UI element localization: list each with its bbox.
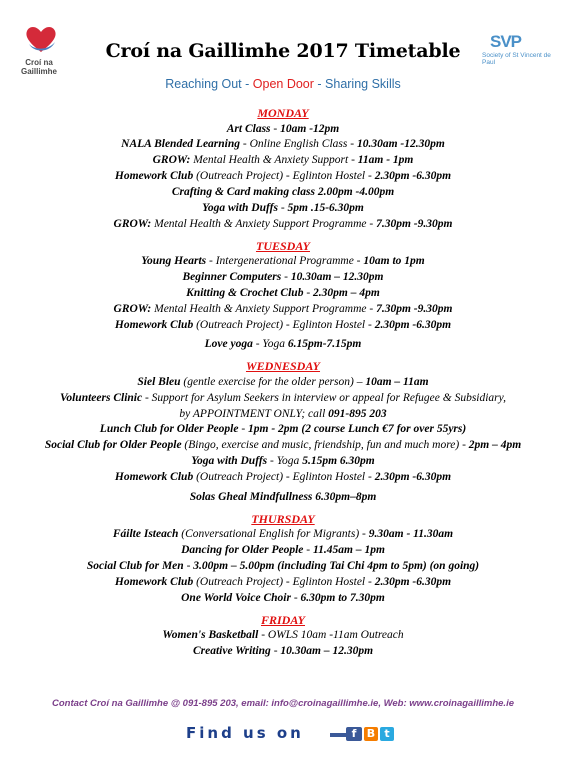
timetable-row	[0, 438, 566, 454]
activity-time: 10am – 11am	[365, 375, 429, 388]
activity-detail: (Conversational English for Migrants) -	[178, 528, 369, 541]
activity-time: 2.30pm – 4pm	[313, 286, 380, 299]
activity-time: 5pm .15-6.30pm	[287, 201, 364, 214]
activity-name: Women's Basketball	[162, 629, 259, 642]
activity-detail: (Outreach Project) - Eglinton Hostel -	[193, 170, 375, 183]
activity-name: Social Club for Older People	[44, 439, 182, 452]
activity-name: Art Class	[226, 122, 271, 135]
tagline-open-door: Open Door	[252, 77, 314, 91]
tagline-separator: -	[241, 77, 253, 91]
timetable-row	[0, 122, 566, 138]
activity-time: 2.30pm -6.30pm	[374, 318, 452, 331]
activity-time: 2.00pm -4.00pm	[317, 185, 395, 198]
activity-detail: -	[183, 559, 194, 572]
twitter-icon[interactable]: t	[380, 727, 394, 741]
activity-name: Yoga with Duffs	[202, 201, 278, 214]
activity-time: 10.30am – 12.30pm	[280, 644, 374, 657]
find-us-bar	[186, 724, 426, 746]
timetable-row	[0, 318, 566, 334]
timetable-row	[0, 375, 566, 391]
activity-detail: -	[303, 286, 314, 299]
activity-name: Homework Club	[114, 318, 194, 331]
activity-detail: -	[290, 591, 301, 604]
day-heading: WEDNESDAY	[245, 359, 321, 374]
activity-name: Love yoga	[204, 338, 253, 351]
timetable-row	[0, 217, 566, 233]
timetable-row	[0, 286, 566, 302]
activity-time: 3.00pm – 5.00pm (including Tai Chi 4pm to 5pm) (on going)	[193, 559, 480, 572]
activity-name: Young Hearts	[141, 255, 207, 268]
activity-time: 2.30pm -6.30pm	[374, 170, 452, 183]
activity-detail: - Online English Class -	[240, 138, 357, 151]
timetable-row	[0, 337, 566, 353]
tagline-separator: -	[313, 77, 326, 91]
activity-detail: - Yoga	[252, 338, 288, 351]
activity-name: Knitting & Crochet Club	[186, 286, 304, 299]
day-heading: MONDAY	[257, 106, 309, 120]
svp-mark: SVP	[490, 32, 522, 51]
timetable-row	[0, 628, 566, 644]
contact-line[interactable]: Contact Croí na Gaillimhe @ 091-895 203, email: info@croinagaillimhe.ie, Web: www.croinagaillimhe.ie	[52, 698, 514, 709]
timetable-row	[0, 270, 566, 286]
activity-detail: Mental Health & Anxiety Support -	[190, 154, 358, 167]
activity-detail: (Bingo, exercise and music, friendship, fun and much more) -	[181, 439, 469, 452]
activity-detail: (Outreach Project) - Eglinton Hostel -	[193, 575, 375, 588]
activity-name: Yoga with Duffs	[191, 455, 268, 468]
activity-time: 091-895 203	[328, 407, 387, 420]
activity-time: 11am - 1pm	[357, 154, 414, 167]
activity-detail: (gentle exercise for the older person) –	[180, 375, 366, 388]
timetable-row	[0, 201, 566, 217]
activity-name: Solas Gheal Mindfullness	[189, 490, 313, 503]
activity-name: Creative Writing	[192, 644, 271, 657]
activity-name: Siel Bleu	[137, 375, 181, 388]
activity-time: 10.30am -12.30pm	[356, 138, 445, 151]
activity-name: One World Voice Choir	[181, 591, 291, 604]
activity-detail: by APPOINTMENT ONLY; call	[179, 407, 329, 420]
tagline-reaching-out: Reaching Out	[165, 77, 242, 91]
activity-detail: -	[303, 544, 314, 557]
timetable-row	[0, 422, 566, 438]
activity-detail: -	[281, 270, 291, 283]
tagline	[0, 77, 566, 91]
timetable-row	[0, 185, 566, 201]
activity-detail: Mental Health & Anxiety Support Programme -	[151, 302, 377, 315]
activity-time: 10am to 1pm	[363, 255, 425, 268]
facebook-bar	[330, 733, 346, 737]
svp-logo	[482, 32, 562, 74]
activity-time: 2.30pm -6.30pm	[374, 575, 452, 588]
activity-time: 7.30pm -9.30pm	[376, 302, 453, 315]
timetable-row	[0, 407, 566, 423]
activity-name: Homework Club	[114, 170, 194, 183]
activity-name: Crafting & Card making class	[171, 185, 315, 198]
timetable-row	[0, 527, 566, 543]
activity-name: Lunch Club for Older People	[99, 423, 239, 436]
timetable-row	[0, 169, 566, 185]
facebook-icon[interactable]: f	[346, 727, 362, 741]
timetable-row	[0, 470, 566, 486]
activity-name: GROW:	[152, 154, 191, 167]
activity-name: Fáilte Isteach	[112, 528, 179, 541]
timetable-row	[0, 153, 566, 169]
activity-detail: -	[277, 201, 288, 214]
timetable-row	[0, 559, 566, 575]
find-us-label: Find us on	[186, 724, 304, 742]
activity-name: NALA Blended Learning	[121, 138, 241, 151]
activity-time: 6.15pm-7.15pm	[287, 338, 362, 351]
activity-detail: - Yoga	[267, 455, 303, 468]
activity-name: Homework Club	[114, 470, 194, 483]
activity-time: 6.30pm–8pm	[315, 490, 377, 503]
activity-time: 11.45am – 1pm	[313, 544, 385, 557]
svp-logo-text: Society of St Vincent de Paul	[482, 52, 551, 66]
timetable	[0, 105, 566, 660]
activity-detail: (Outreach Project) - Eglinton Hostel -	[193, 470, 375, 483]
timetable-row	[0, 575, 566, 591]
activity-name: Dancing for Older People	[181, 544, 304, 557]
timetable-row	[0, 137, 566, 153]
timetable-row	[0, 591, 566, 607]
timetable-row	[0, 543, 566, 559]
activity-time: 9.30am - 11.30am	[368, 528, 454, 541]
activity-time: 10am -12pm	[280, 122, 340, 135]
activity-detail: (Outreach Project) - Eglinton Hostel -	[193, 318, 375, 331]
day-heading: FRIDAY	[260, 612, 305, 627]
timetable-row	[0, 644, 566, 660]
activity-time: 2pm – 4pm	[468, 439, 522, 452]
timetable-row	[0, 490, 566, 506]
activity-name: Social Club for Men	[86, 559, 184, 572]
activity-time: 10.30am – 12.30pm	[290, 270, 384, 283]
page-title: Croí na Gaillimhe 2017 Timetable	[105, 40, 461, 62]
activity-name: Homework Club	[114, 575, 194, 588]
logo-text: Croí na Gaillimhe	[20, 58, 57, 76]
activity-detail: - OWLS 10am -11am Outreach	[258, 629, 404, 642]
blogger-icon[interactable]: B	[364, 727, 378, 741]
activity-detail: - Intergenerational Programme -	[206, 255, 364, 268]
activity-detail: Mental Health & Anxiety Support Programme -	[151, 217, 377, 230]
activity-time: 1pm - 2pm (2 course Lunch €7 for over 55yrs)	[248, 423, 467, 436]
activity-name: GROW:	[113, 302, 152, 315]
activity-detail: - Support for Asylum Seekers in interview or appeal for Refugee & Subsidiary,	[142, 391, 507, 404]
tagline-sharing-skills: Sharing Skills	[325, 77, 401, 91]
timetable-row	[0, 254, 566, 270]
day-heading: TUESDAY	[255, 238, 310, 253]
activity-detail: -	[238, 423, 249, 436]
day-heading: THURSDAY	[251, 511, 315, 526]
activity-time: 5.15pm 6.30pm	[302, 455, 375, 468]
activity-time: 6.30pm to 7.30pm	[300, 591, 385, 604]
activity-time: 7.30pm -9.30pm	[376, 217, 453, 230]
activity-detail: -	[270, 644, 281, 657]
activity-name: Beginner Computers	[182, 270, 282, 283]
timetable-row	[0, 454, 566, 470]
activity-detail: -	[270, 122, 281, 135]
timetable-row	[0, 391, 566, 407]
activity-name: GROW:	[113, 217, 152, 230]
timetable-row	[0, 302, 566, 318]
activity-name: Volunteers Clinic	[59, 391, 143, 404]
activity-time: 2.30pm -6.30pm	[374, 470, 452, 483]
